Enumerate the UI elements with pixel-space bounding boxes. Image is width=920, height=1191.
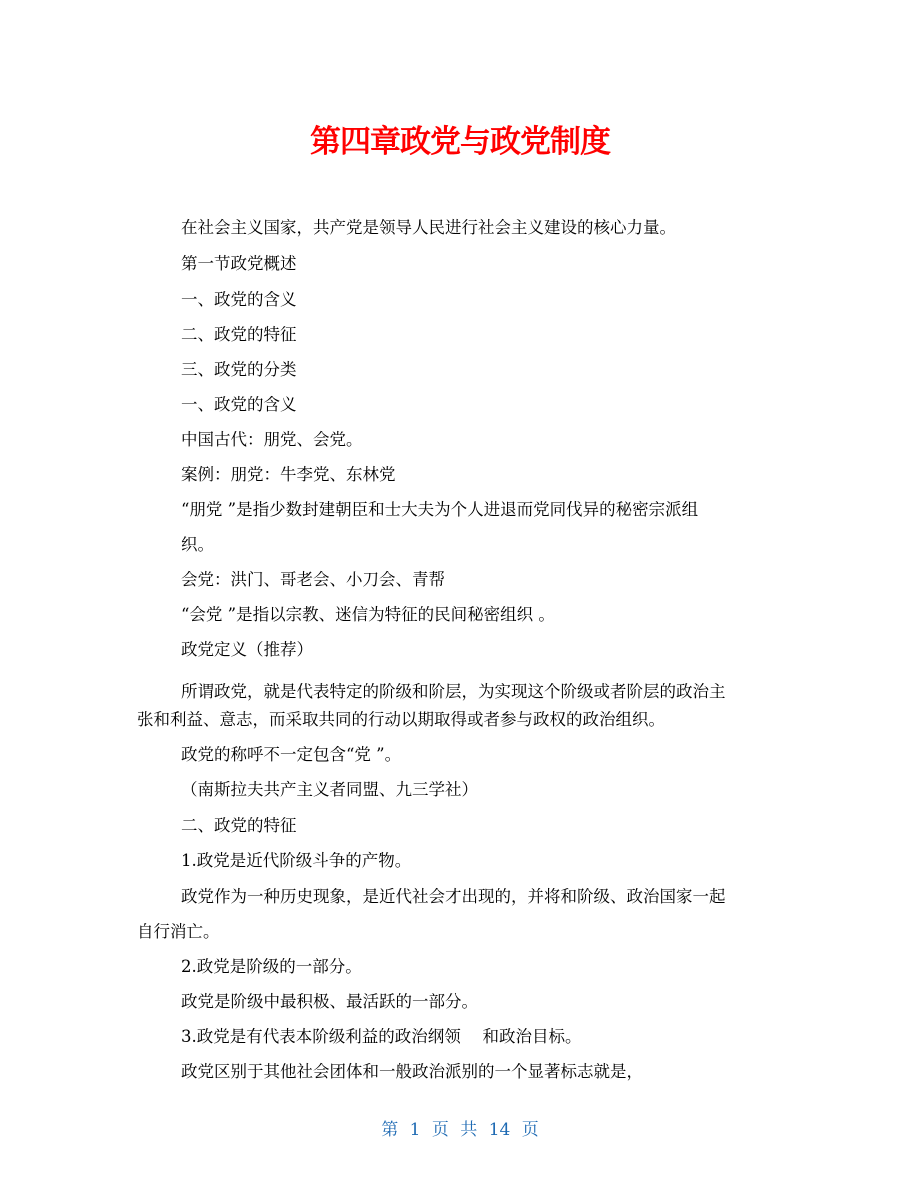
body-line: 织。 bbox=[181, 535, 214, 554]
body-line: “朋党 ”是指少数封建朝臣和士大夫为个人进退而党同伐异的秘密宗派组 bbox=[181, 500, 699, 519]
body-line: 1.政党是近代阶级斗争的产物。 bbox=[181, 851, 412, 870]
body-line: 政党区别于其他社会团体和一般政治派别的一个显著标志就是， bbox=[181, 1062, 643, 1081]
document-title: 第四章政党与政党制度 bbox=[310, 124, 610, 160]
page-number-footer: 第 1 页 共 14 页 bbox=[381, 1120, 539, 1140]
body-line: 二、政党的特征 bbox=[181, 816, 297, 835]
body-line: 案例：朋党：牛李党、东林党 bbox=[181, 465, 396, 484]
body-line: 2.政党是阶级的一部分。 bbox=[181, 957, 362, 976]
body-line: 政党作为一种历史现象，是近代社会才出现的，并将和阶级、政治国家一起 bbox=[181, 887, 726, 906]
body-line: 一、政党的含义 bbox=[181, 290, 297, 309]
body-line: 政党是阶级中最积极、最活跃的一部分。 bbox=[181, 992, 478, 1011]
body-line: 二、政党的特征 bbox=[181, 325, 297, 344]
body-line: （南斯拉夫共产主义者同盟、九三学社） bbox=[181, 780, 478, 799]
body-line: 在社会主义国家，共产党是领导人民进行社会主义建设的核心力量。 bbox=[181, 218, 676, 237]
body-line: 政党的称呼不一定包含“党 ”。 bbox=[181, 745, 402, 764]
body-line: 三、政党的分类 bbox=[181, 360, 297, 379]
body-line: 3.政党是有代表本阶级利益的政治纲领 和政治目标。 bbox=[181, 1027, 582, 1046]
body-line: 张和利益、意志，而采取共同的行动以期取得或者参与政权的政治组织。 bbox=[137, 710, 665, 729]
section-heading: 第一节政党概述 bbox=[181, 254, 297, 273]
body-line: 一、政党的含义 bbox=[181, 395, 297, 414]
body-line: 会党：洪门、哥老会、小刀会、青帮 bbox=[181, 570, 445, 589]
body-line: “会党 ”是指以宗教、迷信为特征的民间秘密组织 。 bbox=[181, 605, 555, 624]
body-line: 所谓政党，就是代表特定的阶级和阶层，为实现这个阶级或者阶层的政治主 bbox=[181, 682, 726, 701]
body-line: 政党定义（推荐） bbox=[181, 640, 313, 659]
body-line: 中国古代：朋党、会党。 bbox=[181, 430, 363, 449]
body-line: 自行消亡。 bbox=[137, 922, 220, 941]
